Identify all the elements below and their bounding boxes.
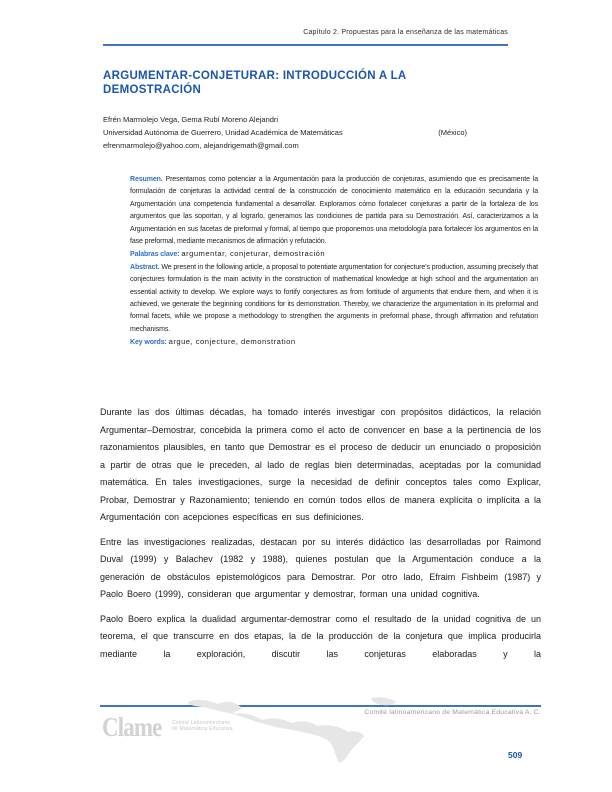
abstract-en — [130, 262, 538, 336]
header-rule-divider — [103, 44, 508, 46]
abstract-block — [130, 174, 538, 350]
body-paragraph: Durante las dos últimas décadas, ha tomado interés investigar con propósitos didácticos, la relación Argumentar–Demostrar, concebida la primera como el acto de convencer en base a la pertinencia de los razonamientos plausibles, en tanto que Demostrar es el proceso de deducir un enunciado o proposición a partir de otras que le preceden, al lado de reglas bien determinadas, aceptadas por la comunidad matemática. En tales investigaciones, surge la necesidad de definir conceptos tales como Explicar, Probar, Demostrar y Razonamiento; teniendo en común todos ellos de manera explícita o implícita a la Argumentación con acepciones específicas en sus definiciones. — [100, 407, 541, 522]
keywords-es-text: argumentar, conjeturar, demostración — [181, 249, 326, 259]
abstract-en-label: Abstract. — [130, 263, 160, 271]
clame-subtext — [172, 720, 233, 732]
abstract-es — [130, 174, 538, 248]
keywords-en-text: argue, conjecture, demonstration — [168, 337, 296, 347]
abstract-en-text: We present in the following article, a proposal to potentiate argumentation for conjecture's production, assuming precisely that conjectures formulation is the main activity in the construction of mathematical knowledge at high school and the argumentation an essential activity to develop. We explore ways to fortify conjectures as from fortitude of arguments that endure them, and when it is achieved, we generate the beginning conditions for its demonstration. Thereby, we characterize the argumentation in its preformal and formal facets, while we propose a methodology to strengthen the arguments in preformal phase, through affirmation and refutation mechanisms. — [130, 263, 538, 333]
keywords-en — [130, 336, 538, 349]
abstract-es-label: Resumen. — [130, 176, 163, 183]
footer-committee: Comité latinoamericano de Matemática Educativa A. C. — [364, 709, 541, 716]
abstract-es-text: Presentamos como potenciar a la Argumentación para la producción de conjeturas, asumiendo que es precisamente la formulación de conjeturas la actividad central de la construcción de conocimiento matemático en la educación secundaria y la Argumentación una competencia fundamental a desarrollar. Exploramos cómo fortalecer conjeturas a partir de la fortaleza de los argumentos que las soportan, y al lograrlo, generamos las condiciones de partida para su Demostración. Así, caracterizamos a la Argumentación en sus facetas de preformal y formal, al tiempo que proponemos una metodología para fortalecer los argumentos en la fase preformal, mediante mecanismos de afirmación y refutación. — [130, 176, 538, 246]
clame-subtext-line2: de Matemática Educativa — [172, 726, 233, 732]
keywords-en-label: Key words: — [130, 339, 167, 347]
page-number: 509 — [508, 750, 523, 760]
clame-logo — [100, 710, 440, 770]
body-text — [100, 404, 541, 663]
author-names: Efrén Marmolejo Vega, Gema Rubí Moreno Alejandri — [103, 115, 279, 124]
page-title: ARGUMENTAR-CONJETURAR: INTRODUCCIÓN A LA DEMOSTRACIÓN — [103, 70, 407, 96]
author-emails: efrenmarmolejo@yahoo.com, alejandrigemath@gmail.com — [103, 141, 299, 150]
body-paragraph: Entre las investigaciones realizadas, destacan por su interés didáctico las desarrolladas por Raimond Duval (1999) y Balachev (1982 y 1988), quienes postulan que la Argumentación conduce a la generación de obstáculos epistemológicos para Demostrar. Por otro lado, Efraim Fishbeim (1987) y Paolo Boero (1999), consideran que argumentar y demostrar, forman una unidad cognitiva. — [100, 536, 541, 599]
clame-wordmark: Clame — [102, 712, 162, 742]
author-block — [103, 113, 544, 152]
running-head: Capítulo 2. Propuestas para la enseñanza de las matemáticas — [303, 29, 508, 36]
body-paragraph: Paolo Boero explica la dualidad argumentar-demostrar como el resultado de la unidad cognitiva de un teorema, el que transcurre en dos etapas, la de la producción de la conjetura que implica producirla mediante la exploración, discutir las conjeturas elaboradas y la — [100, 613, 541, 659]
author-affiliation-row — [103, 126, 467, 139]
author-affiliation: Universidad Autónoma de Guerrero, Unidad Académica de Matemáticas — [103, 128, 343, 137]
keywords-es — [130, 248, 538, 261]
author-country: (México) — [438, 128, 467, 137]
keywords-es-label: Palabras clave: — [130, 251, 180, 259]
clame-subtext-line1: Comité Latinoamericano — [172, 720, 231, 726]
